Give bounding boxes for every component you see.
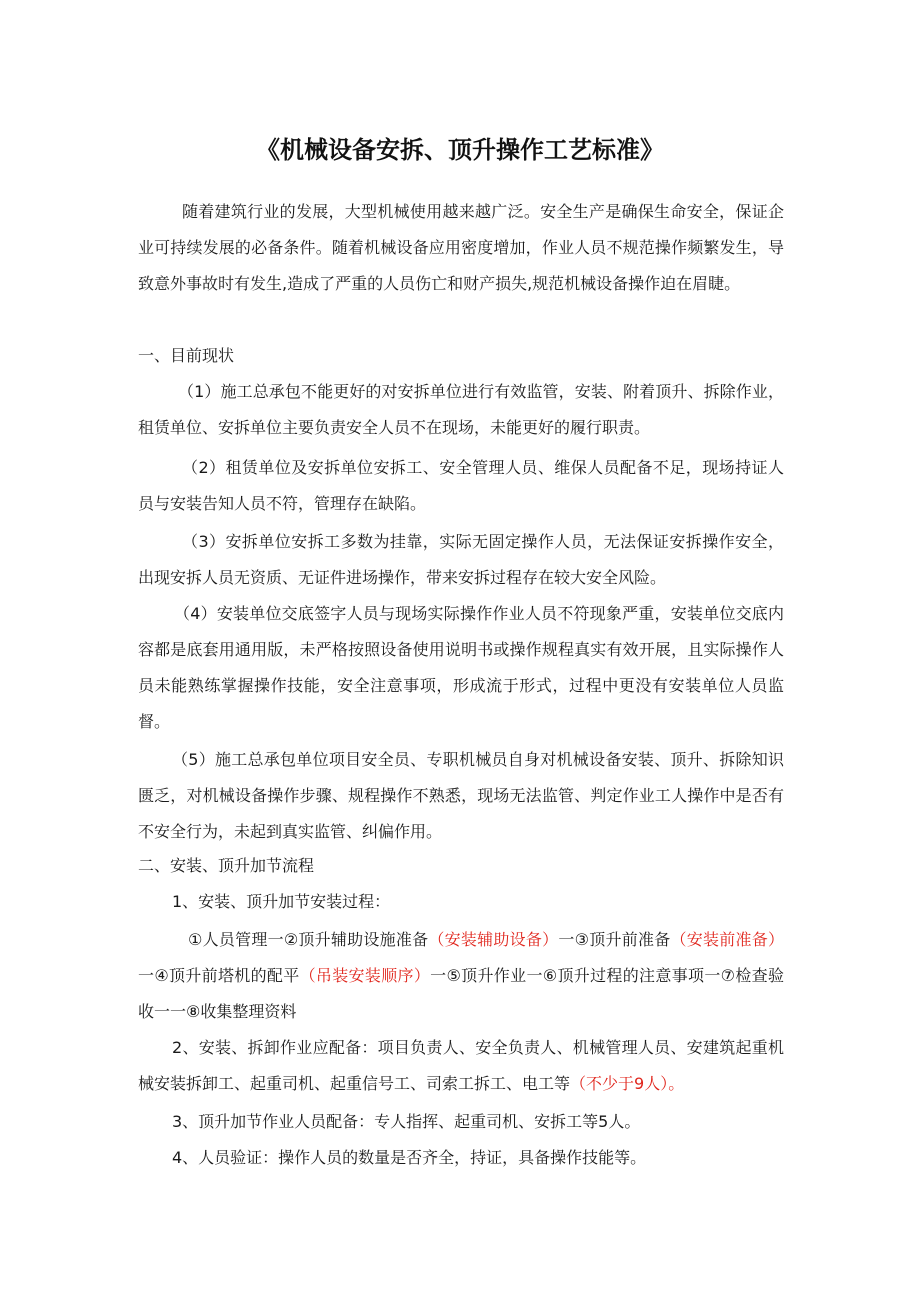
status-item-5: （5）施工总承包单位项目安全员、专职机械员自身对机械设备安装、顶升、拆除知识匮乏，对机械设备操作步骤、规程操作不熟悉，现场无法监管、判定作业工人操作中是否有不安全行为，未起到真实监管、纠偏作用。 — [138, 750, 784, 841]
process-step-1: 1、安装、顶升加节安装过程： — [172, 892, 391, 911]
flow-note-2: （安装前准备） — [670, 930, 784, 949]
status-item-1: （1）施工总承包不能更好的对安拆单位进行有效监管，安装、附着顶升、拆除作业，租赁单位、安拆单位主要负责安全人员不在现场，未能更好的履行职责。 — [138, 382, 784, 437]
flow-part-3: 一④顶升前塔机的配平 — [138, 966, 300, 985]
intro-paragraph: 随着建筑行业的发展，大型机械使用越来越广泛。安全生产是确保生命安全，保证企业可持续发展的必备条件。随着机械设备应用密度增加，作业人员不规范操作频繁发生，导致意外事故时有发生,造成了严重的人员伤亡和财产损失,规范机械设备操作迫在眉睫。 — [138, 202, 784, 293]
section-heading-status: 一、目前现状 — [138, 346, 235, 365]
flow-part-4: 一⑤顶升作业一⑥顶升过程的注意事项一⑦检查验收一一⑧收集整理资料 — [138, 966, 784, 1021]
status-item-4: （4）安装单位交底签字人员与现场实际操作作业人员不符现象严重，安装单位交底内容都是底套用通用版，未严格按照设备使用说明书或操作规程真实有效开展，且实际操作人员未能熟练掌握操作技能，安全注意事项，形成流于形式，过程中更没有安装单位人员监督。 — [138, 604, 784, 731]
flow-note-1: （安装辅助设备） — [428, 930, 559, 949]
status-item-3: （3）安拆单位安拆工多数为挂靠，实际无固定操作人员，无法保证安拆操作安全，出现安拆人员无资质、无证件进场操作，带来安拆过程存在较大安全风险。 — [138, 532, 784, 587]
step-2-note: （不少于9人）。 — [570, 1074, 685, 1093]
document-title: 《机械设备安拆、顶升操作工艺标准》 — [256, 136, 664, 164]
section-heading-process: 二、安装、顶升加节流程 — [138, 856, 315, 875]
status-item-2: （2）租赁单位及安拆单位安拆工、安全管理人员、维保人员配备不足，现场持证人员与安装告知人员不符，管理存在缺陷。 — [138, 458, 784, 513]
process-step-3: 3、顶升加节作业人员配备：专人指挥、起重司机、安拆工等5人。 — [172, 1112, 641, 1131]
flow-part-2: 一③顶升前准备 — [558, 930, 671, 949]
process-step-4: 4、人员验证：操作人员的数量是否齐全，持证，具备操作技能等。 — [172, 1148, 647, 1167]
flow-part-1: ①人员管理一②顶升辅助设施准备 — [188, 930, 429, 949]
process-flow — [138, 922, 784, 1030]
process-step-2 — [138, 1030, 784, 1102]
step-2-text: 2、安装、拆卸作业应配备：项目负责人、安全负责人、机械管理人员、安建筑起重机械安装拆卸工、起重司机、起重信号工、司索工拆工、电工等 — [138, 1038, 784, 1093]
flow-note-3: （吊装安装顺序） — [299, 966, 431, 985]
